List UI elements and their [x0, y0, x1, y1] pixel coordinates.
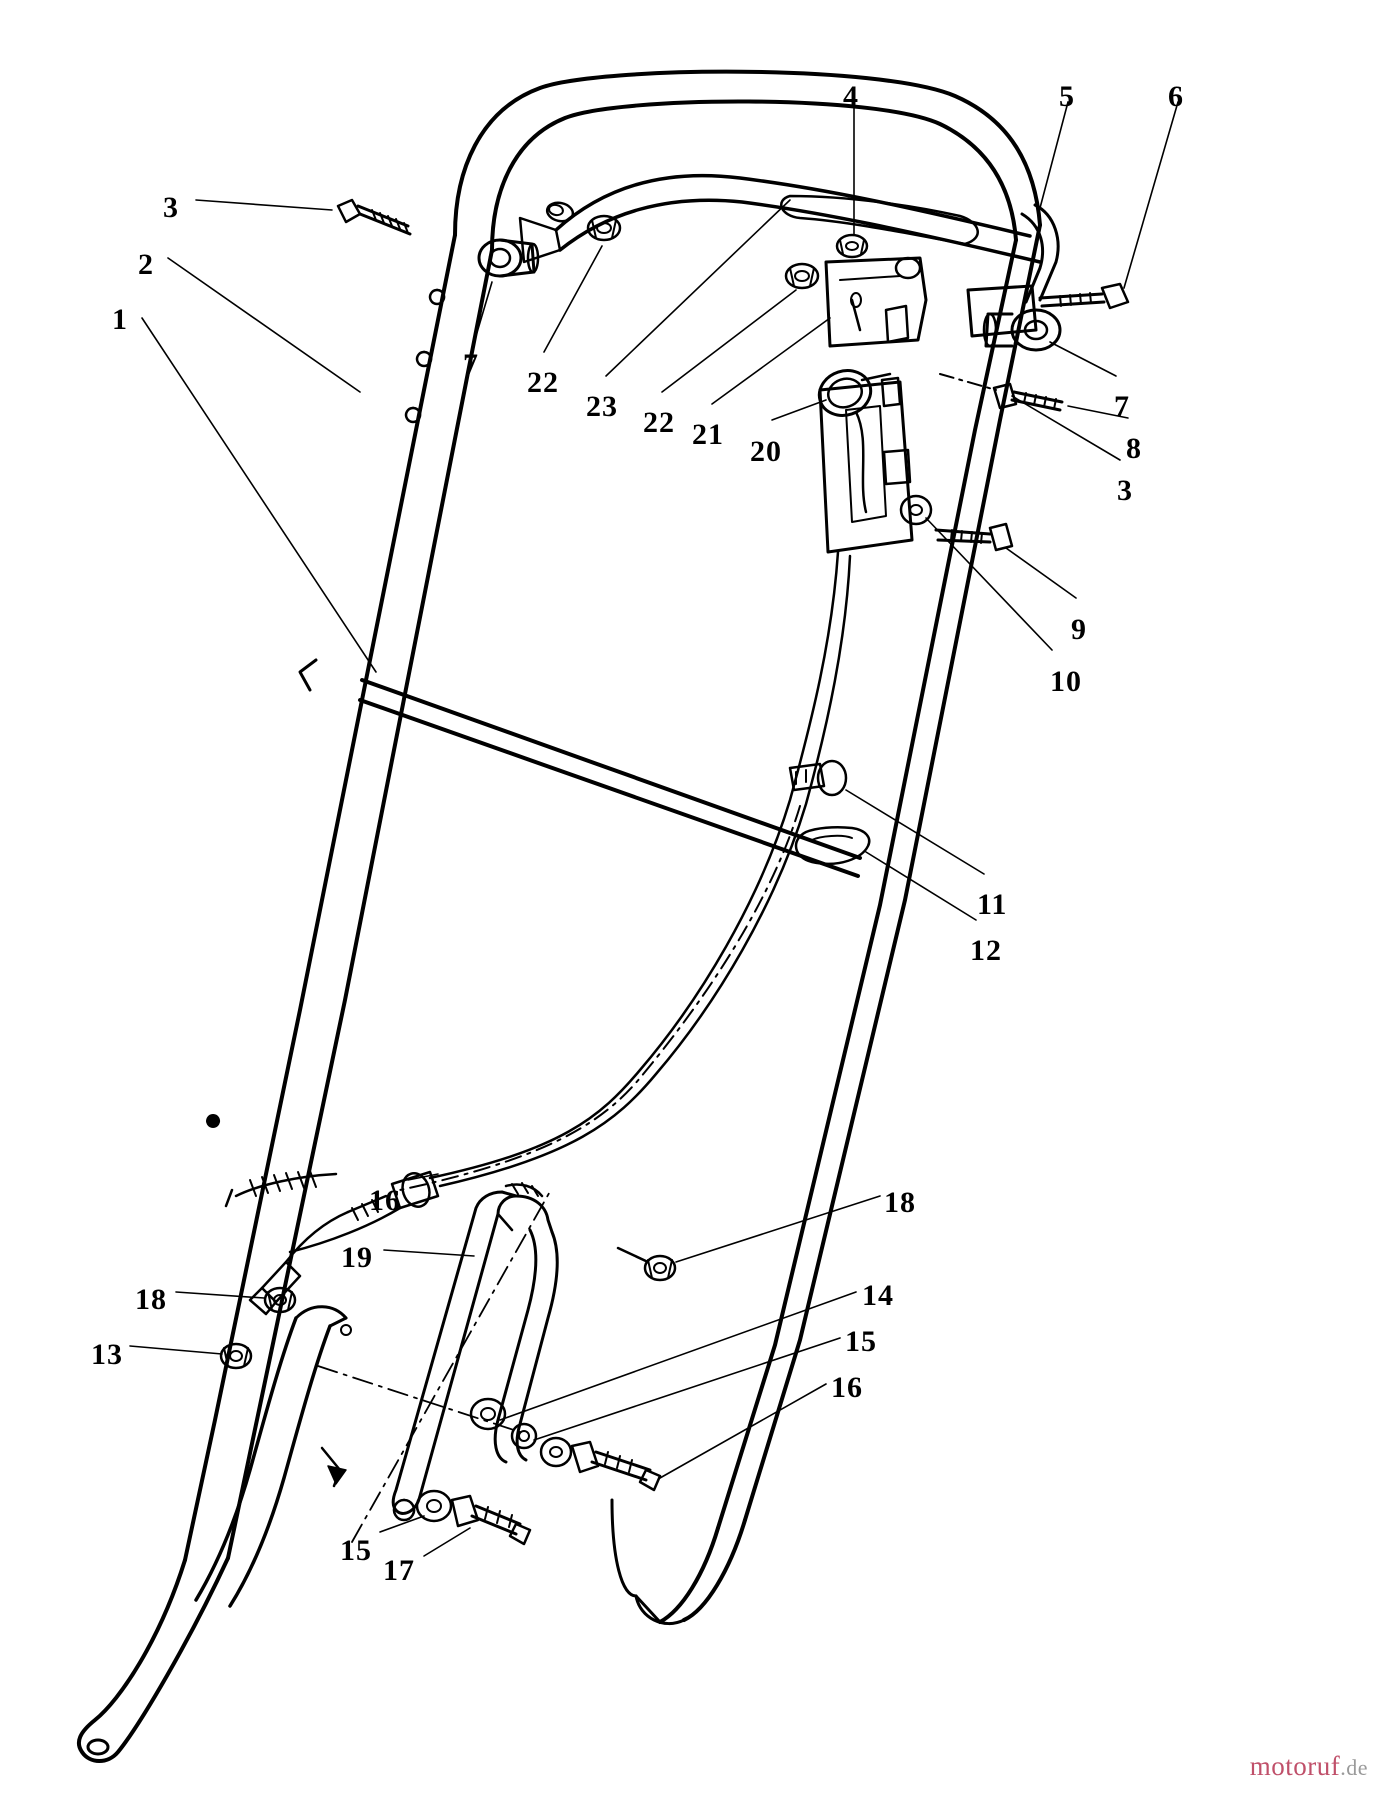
callout-3-upper-left: 3 — [163, 191, 179, 224]
callout-18-right: 18 — [884, 1186, 916, 1219]
callout-4: 4 — [843, 80, 859, 113]
callout-2: 2 — [138, 248, 154, 281]
callout-22-center: 22 — [643, 406, 675, 439]
callout-1: 1 — [112, 303, 128, 336]
watermark — [1250, 1751, 1368, 1782]
callout-20: 20 — [750, 435, 782, 468]
watermark-main: motoruf — [1249, 1751, 1341, 1781]
callout-14: 14 — [862, 1279, 894, 1312]
callout-23: 23 — [586, 390, 618, 423]
callout-6: 6 — [1168, 80, 1184, 113]
callout-16-right: 16 — [831, 1371, 863, 1404]
callout-22-left: 22 — [527, 366, 559, 399]
callout-16-left: 16 — [369, 1184, 401, 1217]
callout-15-bottom-left: 15 — [340, 1534, 372, 1567]
callout-15-right: 15 — [845, 1325, 877, 1358]
callout-21: 21 — [692, 418, 724, 451]
callout-7-left: 7 — [463, 348, 479, 381]
callout-3-right: 3 — [1117, 474, 1133, 507]
watermark-tld: .de — [1340, 1755, 1368, 1780]
callout-17: 17 — [383, 1554, 415, 1587]
callout-12: 12 — [970, 934, 1002, 967]
callout-19: 19 — [341, 1241, 373, 1274]
callout-8: 8 — [1126, 432, 1142, 465]
callout-9: 9 — [1071, 613, 1087, 646]
callout-13: 13 — [91, 1338, 123, 1371]
callout-11: 11 — [977, 888, 1008, 921]
callout-7-right: 7 — [1114, 390, 1130, 423]
callout-5: 5 — [1059, 80, 1075, 113]
callout-10: 10 — [1050, 665, 1082, 698]
callout-18-left: 18 — [135, 1283, 167, 1316]
